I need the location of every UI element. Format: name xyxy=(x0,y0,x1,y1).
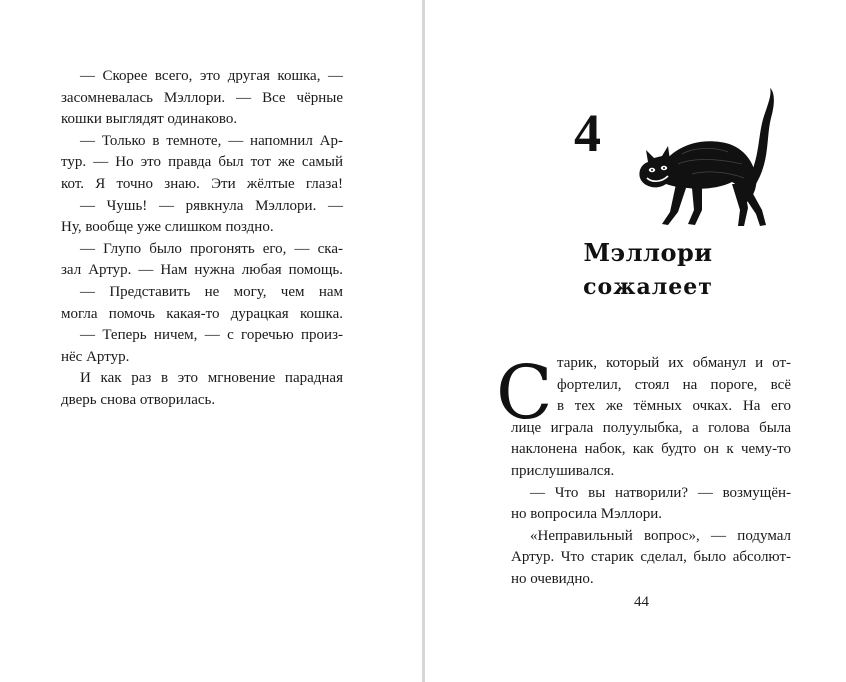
text-line: но очевидно. xyxy=(511,570,594,587)
book-gutter xyxy=(422,0,425,682)
chapter-title-line2: сожалеет xyxy=(583,274,713,300)
chapter-title xyxy=(560,236,736,304)
text-line: — Чушь! — рявкнула Мэллори. — xyxy=(80,197,343,214)
text-line: Артур. Что старик сделал, было абсолют- xyxy=(511,549,791,566)
text-line: — Теперь ничем, — с горечью произ- xyxy=(80,327,343,344)
page-number: 44 xyxy=(634,594,649,610)
text-line: тарик, который их обманул и от- xyxy=(557,355,791,371)
text-line: «Неправильный вопрос», — подумал xyxy=(530,527,791,544)
right-page-text xyxy=(511,353,791,591)
drop-cap: С xyxy=(496,350,553,436)
text-line: лице играла полуулыбка, а голова была xyxy=(511,419,791,436)
text-line: прислушивался. xyxy=(511,462,615,479)
chapter-title-line1: Мэллори xyxy=(583,238,713,267)
text-line: — Что вы натворили? — возмущён- xyxy=(530,484,791,501)
text-line: зал Артур. — Нам нужна любая помощь. xyxy=(61,262,343,279)
text-line: дверь снова отворилась. xyxy=(61,391,216,408)
text-line: кошки выглядят одинаково. xyxy=(61,111,238,128)
text-line: но вопросила Мэллори. xyxy=(511,506,662,523)
text-line: — Глупо было прогонять его, — ска- xyxy=(80,240,343,257)
text-line: — Только в темноте, — напомнил Ар- xyxy=(80,132,343,149)
text-line: — Представить не могу, чем нам xyxy=(80,283,343,300)
left-page xyxy=(0,0,422,682)
text-line: нёс Артур. xyxy=(61,348,130,365)
text-line: — Скорее всего, это другая кошка, — xyxy=(80,68,343,84)
text-line: фортелил, стоял на пороге, всё xyxy=(557,376,791,393)
text-line: засомневалась Мэллори. — Все чёрные xyxy=(61,89,343,106)
text-line: наклонена набок, как будто он к чему-то xyxy=(511,441,791,458)
chapter-number: 4 xyxy=(574,103,601,163)
text-line: тур. — Но это правда был тот же самый xyxy=(61,154,343,171)
text-line: Ну, вообще уже слишком поздно. xyxy=(61,219,274,236)
text-line: в тех же тёмных очках. На его xyxy=(557,398,791,415)
text-line: кот. Я точно знаю. Эти жёлтые глаза! xyxy=(61,175,343,192)
text-line: И как раз в это мгновение парадная xyxy=(80,370,343,387)
text-line: могла помочь какая-то дурацкая кошка. xyxy=(61,305,343,322)
left-page-text xyxy=(61,66,343,412)
black-cat-illustration xyxy=(632,84,784,232)
